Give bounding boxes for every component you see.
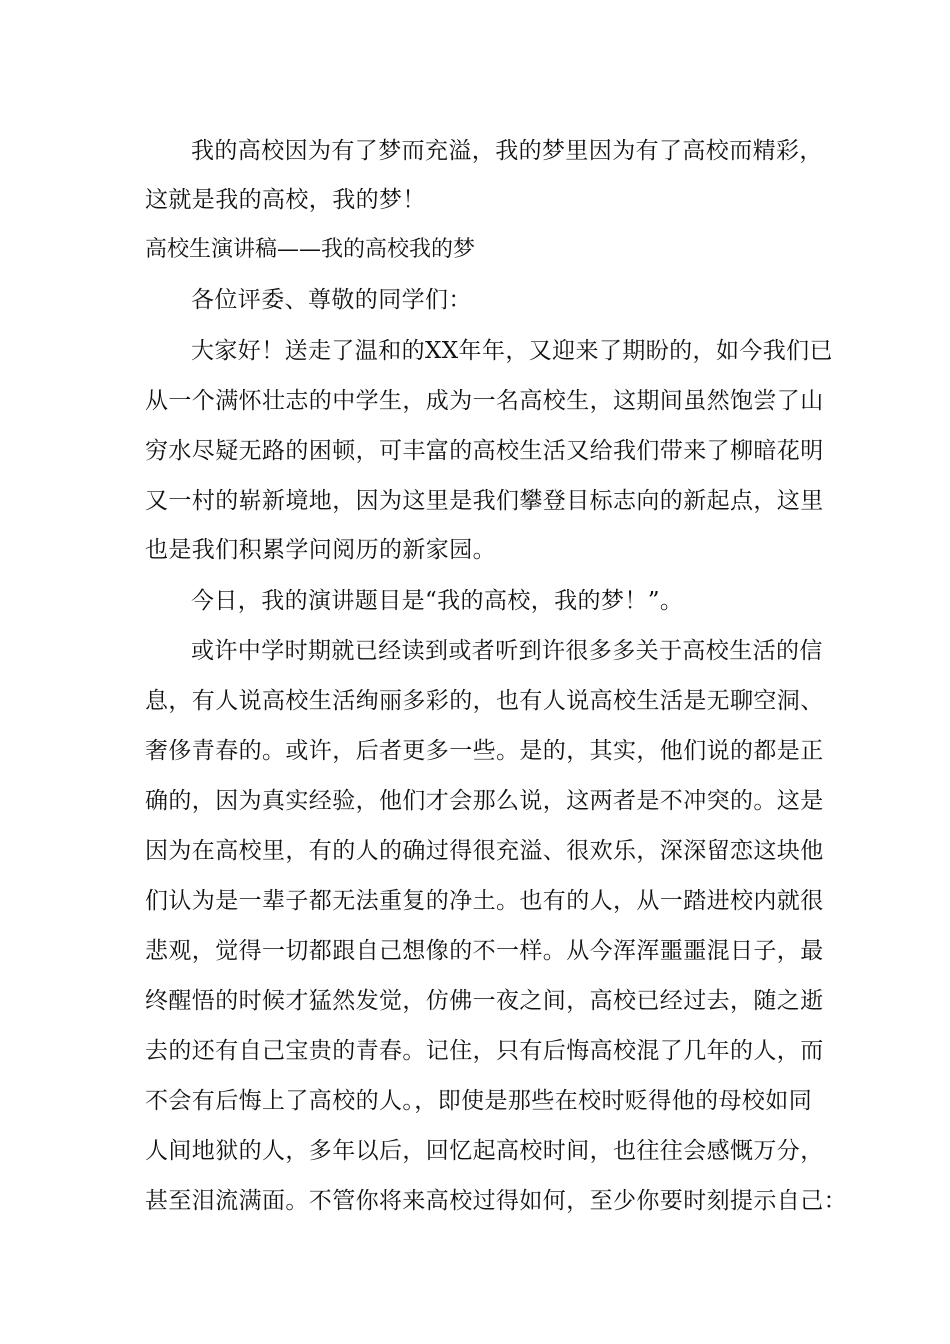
salutation: 各位评委、尊敬的同学们： (191, 287, 472, 313)
paragraph-line: 这就是我的高校，我的梦！ (145, 187, 426, 213)
paragraph-line: 又一村的崭新境地，因为这里是我们攀登目标志向的新起点，这里 (145, 488, 824, 514)
paragraph-line: 因为在高校里，有的人的确过得很充溢、很欢乐，深深留恋这块他 (145, 838, 824, 864)
paragraph-line: 息，有人说高校生活绚丽多彩的，也有人说高校生活是无聊空洞、 (145, 688, 824, 714)
paragraph-line: 或许中学时期就已经读到或者听到许很多多关于高校生活的信 (191, 638, 823, 664)
paragraph-line: 们认为是一辈子都无法重复的净土。也有的人，从一踏进校内就很 (145, 888, 824, 914)
paragraph-line: 奢侈青春的。或许，后者更多一些。是的，其实，他们说的都是正 (145, 738, 824, 764)
paragraph-line: 去的还有自己宝贵的青春。记住，只有后悔高校混了几年的人，而 (145, 1038, 824, 1064)
paragraph-line: 穷水尽疑无路的困顿，可丰富的高校生活又给我们带来了柳暗花明 (145, 438, 824, 464)
paragraph-line: 我的高校因为有了梦而充溢，我的梦里因为有了高校而精彩， (191, 138, 823, 164)
paragraph-line: 甚至泪流满面。不管你将来高校过得如何，至少你要时刻提示自己： (145, 1188, 847, 1214)
paragraph-line: 也是我们积累学问阅历的新家园。 (145, 537, 496, 563)
paragraph-line: 人间地狱的人，多年以后，回忆起高校时间，也往往会感慨万分， (145, 1138, 824, 1164)
paragraph-line: 悲观，觉得一切都跟自己想像的不一样。从今浑浑噩噩混日子，最 (145, 938, 824, 964)
paragraph-line: 大家好！送走了温和的XX年年，又迎来了期盼的，如今我们已 (191, 338, 833, 364)
paragraph-line: 不会有后悔上了高校的人。，即使是那些在校时贬得他的母校如同 (145, 1088, 813, 1114)
paragraph-line: 终醒悟的时候才猛然发觉，仿佛一夜之间，高校已经过去，随之逝 (145, 988, 824, 1014)
speech-title: 高校生演讲稿——我的高校我的梦 (145, 237, 476, 262)
paragraph-line: 今日，我的演讲题目是“我的高校，我的梦！”。 (191, 588, 684, 614)
paragraph-line: 从一个满怀壮志的中学生，成为一名高校生，这期间虽然饱尝了山 (145, 388, 824, 414)
paragraph-line: 确的，因为真实经验，他们才会那么说，这两者是不冲突的。这是 (145, 788, 824, 814)
